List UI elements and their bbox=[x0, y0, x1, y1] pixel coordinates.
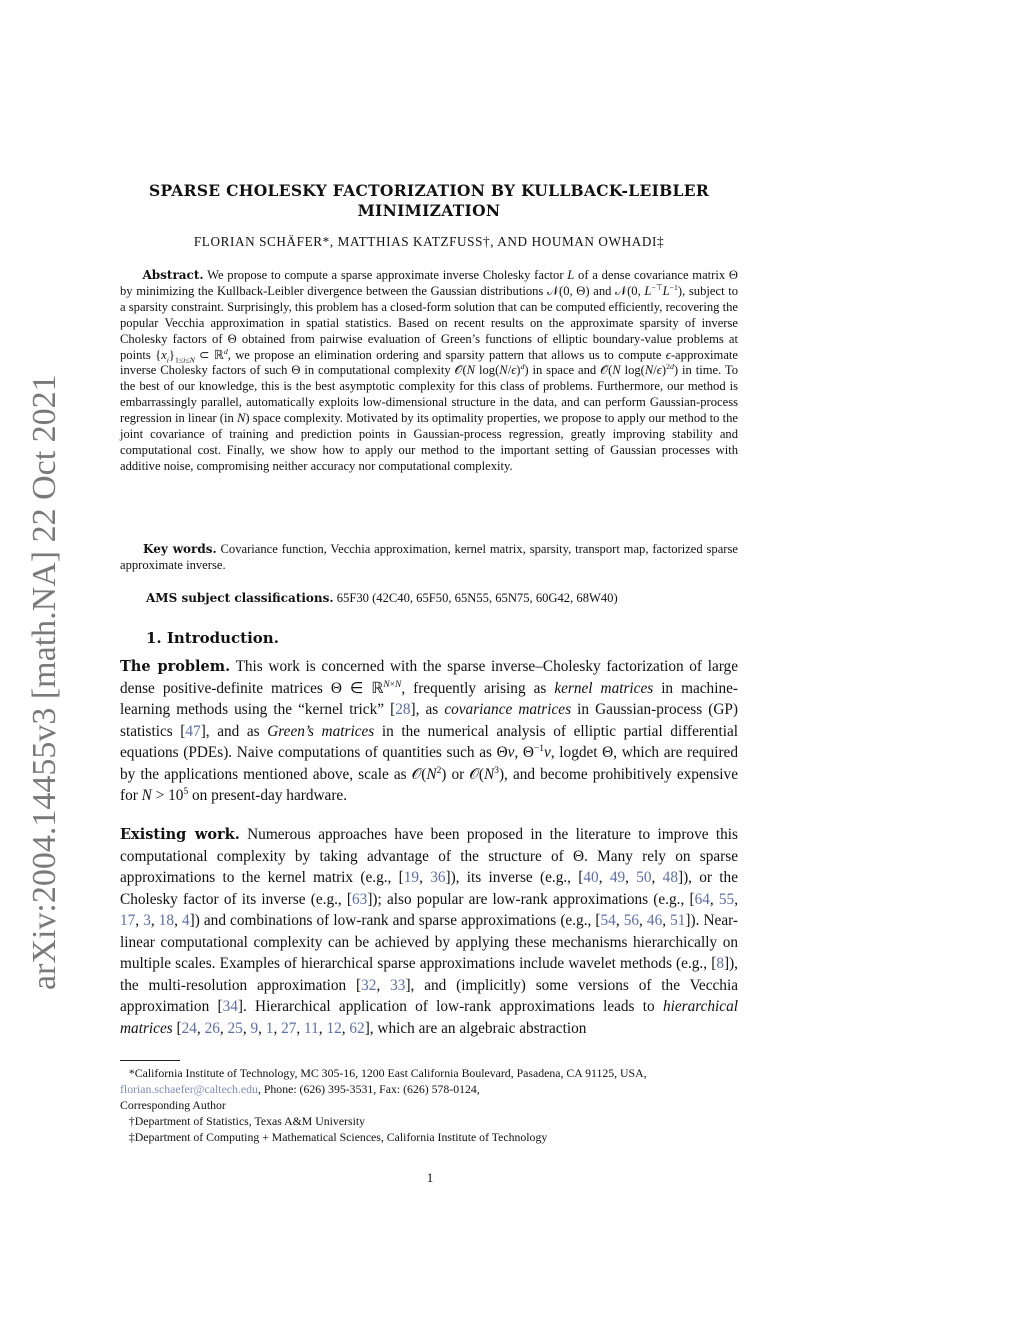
arxiv-id-text: arXiv:2004.14455v3 [math.NA] 22 Oct 2021 bbox=[26, 374, 63, 990]
section-heading: 1. Introduction. bbox=[146, 629, 279, 647]
author-email-link[interactable]: florian.schaefer@caltech.edu bbox=[120, 1082, 258, 1096]
footnote-contact: , Phone: (626) 395-3531, Fax: (626) 578-0124, bbox=[257, 1082, 480, 1096]
ams-classifications bbox=[146, 591, 738, 606]
keywords-label: Key words. bbox=[143, 542, 217, 556]
footnote-rule bbox=[120, 1060, 180, 1061]
abstract: Abstract. We propose to compute a sparse approximate inverse Cholesky factor L of a dense covariance matrix Θ by minimizing the Kullback-Leibler divergence between the Gaussian distributions 𝒩(0, Θ) and 𝒩(0, $L^{-⊤}L^{-1}$), subject to a sparsity constraint. Surprisingly, this problem has a closed-form solution that can be computed efficiently, recovering the popular Vecchia approximation in spatial statistics. Based on recent results on the approximate sparsity of inverse Cholesky factors of Θ obtained from pairwise evaluation of Green’s functions of elliptic boundary-value problems at points $\{x_i\}_{1\le i\le N}$ ⊂ ℝ$^d$, we propose an elimination ordering and sparsity pattern that allows us to compute ϵ-approximate inverse Cholesky factors of such Θ in computational complexity 𝒪(N $\log(N/\epsilon)^d$) in space and 𝒪(N $\log(N/\epsilon)^{2d}$) in time. To the best of our knowledge, this is the best asymptotic complexity for this class of problems. Furthermore, our method is embarrassingly parallel, automatically exploits low-dimensional structure in the data, and can perform Gaussian-process regression in linear (in N) space complexity. Motivated by its optimality properties, we propose to apply our method to the joint covariance of training and prediction points in Gaussian-process regression, greatly improving stability and computational cost. Finally, we show how to apply our method to the important setting of Gaussian processes with additive noise, compromising neither accuracy nor computational complexity. bbox=[120, 268, 739, 473]
page-number: 1 bbox=[426, 1170, 434, 1185]
author-list: FLORIAN SCHÄFER*, MATTHIAS KATZFUSS†, AND HOUMAN OWHADI‡ bbox=[193, 234, 665, 249]
paragraph-the-problem: The problem. This work is concerned with the sparse inverse–Cholesky factorization of large dense positive-definite matrices Θ ∈ ℝ$^{N\times N}$, frequently arising as kernel matrices in machine-learning methods using the “kernel trick” [28], as covariance matrices in Gaussian-process (GP) statistics [47], and as Green’s matrices in the numerical analysis of elliptic partial differential equations (PDEs). Naive computations of quantities such as Θv, $\Theta^{-1}v$, logdet Θ, which are required by the applications mentioned above, scale as $𝒪(N^2)$ or $𝒪(N^3)$, and become prohibitively expensive for $N > 10^5$ on present-day hardware. bbox=[120, 658, 738, 804]
footnote-ddagger-text: ‡Department of Computing + Mathematical Sciences, California Institute of Technology bbox=[128, 1130, 548, 1144]
problem-label: The problem. bbox=[120, 658, 231, 675]
footnotes bbox=[120, 1065, 738, 1145]
paragraph-existing-work: Existing work. Numerous approaches have been proposed in the literature to improve this computational complexity by taking advantage of the structure of Θ. Many rely on sparse approximations to the kernel matrix (e.g., [19, 36]), its inverse (e.g., [40, 49, 50, 48]), or the Cholesky factor of its inverse (e.g., [63]); also popular are low-rank approximations (e.g., [64, 55, 17, 3, 18, 4]) and combinations of low-rank and sparse approximations (e.g., [54, 56, 46, 51]). Near-linear computational complexity can be achieved by applying these mechanisms hierarchically on multiple scales. Examples of hierarchical sparse approximations include wavelet methods (e.g., [8]), the multi-resolution approximation [32, 33], and (implicitly) some versions of the Vecchia approximation [34]. Hierarchical application of low-rank approximations leads to hierarchical matrices [24, 26, 25, 9, 1, 27, 11, 12, 62], which are an algebraic abstraction bbox=[120, 826, 739, 1037]
arxiv-identifier-stamp bbox=[0, 300, 80, 1000]
footnote-dagger-text: †Department of Statistics, Texas A&M University bbox=[128, 1114, 366, 1128]
paper-title bbox=[120, 181, 738, 221]
footnote-corresponding: Corresponding Author bbox=[120, 1098, 226, 1112]
keywords bbox=[120, 541, 738, 573]
ams-label: AMS subject classifications. bbox=[146, 591, 334, 605]
abstract-label: Abstract. bbox=[142, 268, 204, 282]
footnote-star-affiliation: *California Institute of Technology, MC 305-16, 1200 East California Boulevard, Pasadena, CA 91125, USA, bbox=[128, 1066, 647, 1080]
ams-text: 65F30 (42C40, 65F50, 65N55, 65N75, 60G42, 68W40) bbox=[336, 591, 618, 605]
title-line-2: MINIMIZATION bbox=[357, 201, 501, 220]
keywords-text: Covariance function, Vecchia approximation, kernel matrix, sparsity, transport map, factorized sparse approximate inverse. bbox=[120, 542, 738, 572]
existing-label: Existing work. bbox=[120, 826, 240, 843]
title-line-1: SPARSE CHOLESKY FACTORIZATION BY KULLBACK-LEIBLER bbox=[148, 181, 710, 200]
footnote-ddagger bbox=[120, 1129, 738, 1145]
footnote-dagger bbox=[120, 1113, 738, 1129]
footnote-star bbox=[120, 1065, 738, 1113]
